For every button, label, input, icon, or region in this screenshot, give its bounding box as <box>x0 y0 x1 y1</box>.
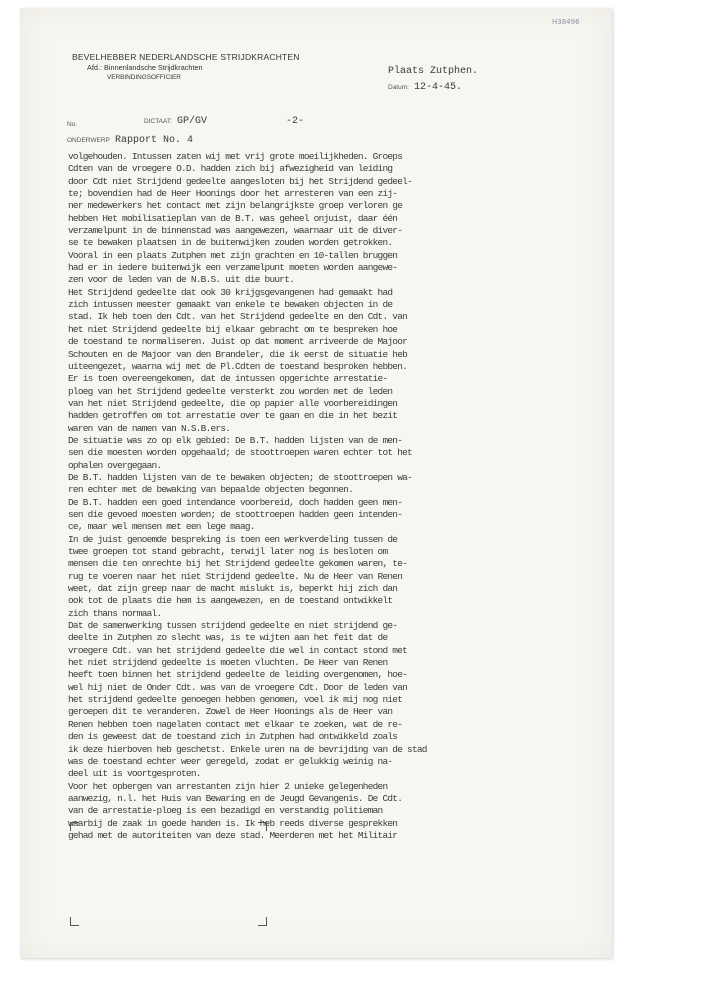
body-line: rug te voeren naar het niet Strijdend gedeelte. Nu de Heer van Renen <box>68 570 403 582</box>
body-line: mensen die ten onrechte bij het Strijdend gedeelte gekomen waren, te- <box>68 558 408 570</box>
body-line: Vooral in een plaats Zutphen met zijn grachten en 10-tallen bruggen <box>68 249 398 261</box>
body-line: Renen hebben toen nagelaten contact met elkaar te zoeken, wat de re- <box>68 718 403 730</box>
dictaat-label: DICTAAT: <box>144 118 172 125</box>
dictaat-value: GP/GV <box>177 116 208 127</box>
body-line: van het niet Strijdend gedeelte, die op papier alle voorbereidingen <box>68 397 398 409</box>
place-value: Plaats Zutphen. <box>388 66 479 77</box>
body-line: ik deze hierboven heb geschetst. Enkele uren na de bevrijding van de stad <box>68 743 427 755</box>
body-line: den is geweest dat de toestand zich in Zutphen had ontwikkeld zoals <box>68 731 398 743</box>
corner-mark-bottom-right <box>258 917 267 926</box>
corner-mark-top-right <box>258 822 267 831</box>
body-line: van de arrestatie-ploeg is een bezadigd en verstandig politieman <box>68 805 383 817</box>
body-line: heeft toen binnen het strijdend gedeelte de leiding overgenomen, hoe- <box>68 669 408 681</box>
body-line: ren echter met de bewaking van bepaalde objecten begonnen. <box>68 484 353 496</box>
date-value: 12-4-45. <box>414 82 463 93</box>
body-line: hadden getroffen om tot arrestatie over te gaan en die in het bezit <box>68 410 398 422</box>
body-line: stad. Ik heb toen den Cdt. van het Strijdend gedeelte en den Cdt. van <box>68 311 408 323</box>
body-line: geroepen dit te veranderen. Zowel de Heer Hoonings als de Heer van <box>68 706 393 718</box>
body-line: Voor het opbergen van arrestanten zijn hier 2 unieke gelegenheden <box>68 780 388 792</box>
body-line: zich intussen meester gemaakt van enkele te bewaken objecten in de <box>68 299 393 311</box>
body-line: waren van de namen van N.S.B.ers. <box>68 422 231 434</box>
body-line: In de juist genoemde bespreking is toen een werkverdeling tussen de <box>68 533 398 545</box>
body-line: ploeg van het Strijdend gedeelte versterkt zou worden met de leden <box>68 385 393 397</box>
page-number-text: -2- <box>286 116 305 127</box>
body-line: had er in iedere buitenwijk een verzamelpunt moeten worden aangewe- <box>68 262 398 274</box>
body-line: deelte in Zutphen zo slecht was, is te wijten aan het feit dat de <box>68 632 388 644</box>
body-line: gehad met de autoriteiten van deze stad. Meerderen met het Militair <box>68 829 398 841</box>
body-line: aanwezig, n.l. het Huis van Bewaring en de Jeugd Gevangenis. De Cdt. <box>68 792 403 804</box>
body-line: De B.T. hadden een goed intendance voorbereid, doch hadden geen men- <box>68 496 403 508</box>
body-line: waarbij de zaak in goede handen is. Ik heb reeds diverse gesprekken <box>68 817 398 829</box>
body-line: door Cdt niet Strijdend gedeelte aangesloten bij het Strijdend gedeel- <box>68 175 412 187</box>
body-line: ner medewerkers het contact met zijn belangrijkste groep verloren ge <box>68 200 403 212</box>
report-body <box>68 151 574 842</box>
page-number <box>286 108 304 127</box>
body-line: se te bewaken plaatsen in de buitenwijken zouden worden getrokken. <box>68 237 393 249</box>
letterhead-department: Afd.: Binnenlandsche Strijdkrachten <box>87 63 203 72</box>
body-line: hebben Het mobilisatieplan van de B.T. was geheel onjuist, daar één <box>68 212 398 224</box>
body-line: Dat de samenwerking tussen strijdend gedeelte en niet strijdend ge- <box>68 620 398 632</box>
subject-label: ONDERWERP <box>67 137 110 144</box>
letterhead-organization: BEVELHEBBER NEDERLANDSCHE STRIJDKRACHTEN <box>72 52 300 62</box>
subject-field <box>67 127 193 146</box>
letterhead <box>72 52 300 83</box>
archive-number: H38496 <box>552 18 580 26</box>
body-line: ce, maar wel mensen met een lege maag. <box>68 521 255 533</box>
body-line: verzamelpunt in de binnenstad was aangewezen, waarnaar uit de diver- <box>68 225 403 237</box>
body-line: deel uit is voortgesproten. <box>68 768 201 780</box>
body-line: wel hij niet de Onder Cdt. was van de vroegere Cdt. Door de leden van <box>68 681 408 693</box>
dictaat-field <box>144 108 207 127</box>
body-line: zen voor de leden van de N.B.S. uit die buurt. <box>68 274 295 286</box>
body-line: Cdten van de vroegere O.D. hadden zich bij afwezigheid van leiding <box>68 163 393 175</box>
body-line: Het Strijdend gedeelte dat ook 30 krijgsgevangenen had gemaakt had <box>68 286 393 298</box>
body-line: vroegere Cdt. van het strijdend gedeelte die wel in contact stond met <box>68 644 408 656</box>
body-line: twee groepen tot stand gebracht, terwijl later nog is besloten om <box>68 546 388 557</box>
body-line: de toestand te normaliseren. Juist op dat moment arriveerde de Majoor <box>68 336 408 348</box>
subject-value: Rapport No. 4 <box>114 135 193 146</box>
number-label: No. <box>67 121 78 128</box>
corner-mark-top-left <box>70 822 79 831</box>
body-line: uiteengezet, waarna wij met de Pl.Cdten de toestand besproken hebben. <box>68 360 408 372</box>
body-line: De B.T. hadden lijsten van de te bewaken objecten; de stoottroepen wa- <box>68 471 412 483</box>
body-line: De situatie was zo op elk gebied: De B.T. hadden lijsten van de men- <box>68 434 403 446</box>
body-line: het strijdend gedeelte genoegen hebben genomen, voel ik mij nog niet <box>68 694 403 706</box>
body-line: het niet Strijdend gedeelte bij elkaar gebracht om te bespreken hoe <box>68 323 398 335</box>
body-line: was de toestand echter weer geregeld, zodat er gelukkig weinig na- <box>68 755 393 767</box>
date-label: Datum: <box>388 84 409 91</box>
body-line: het niet strijdend gedeelte is moeten vluchten. De Heer van Renen <box>68 657 388 669</box>
body-line: ophalen overgegaan. <box>68 459 162 471</box>
letterhead-office: VERBINDINGSOFFICIER <box>107 74 181 81</box>
body-line: te; bovendien had de Heer Hoonings door het arresteren van een zij- <box>68 188 398 200</box>
body-line: zich thans normaal. <box>68 607 162 619</box>
body-line: sen die gevoed moesten worden; de stoottroepen hadden geen intenden- <box>68 508 403 520</box>
body-line: ook tot de plaats die hem is aangewezen, en de toestand ontwikkelt <box>68 595 393 607</box>
corner-mark-bottom-left <box>70 917 79 926</box>
date-field <box>388 74 462 93</box>
body-line: volgehouden. Intussen zaten wij met vrij grote moeilijkheden. Groeps <box>68 151 403 162</box>
body-line: Schouten en de Majoor van den Brandeler, die ik eerst de situatie heb <box>68 348 408 360</box>
body-line: weet, dat zijn greep naar de macht mislukt is, beperkt hij zich dan <box>68 583 398 595</box>
body-line: sen die moesten worden opgehaald; de stoottroepen waren echter tot het <box>68 447 412 459</box>
body-line: Er is toen overeengekomen, dat de intussen opgerichte arrestatie- <box>68 373 388 385</box>
